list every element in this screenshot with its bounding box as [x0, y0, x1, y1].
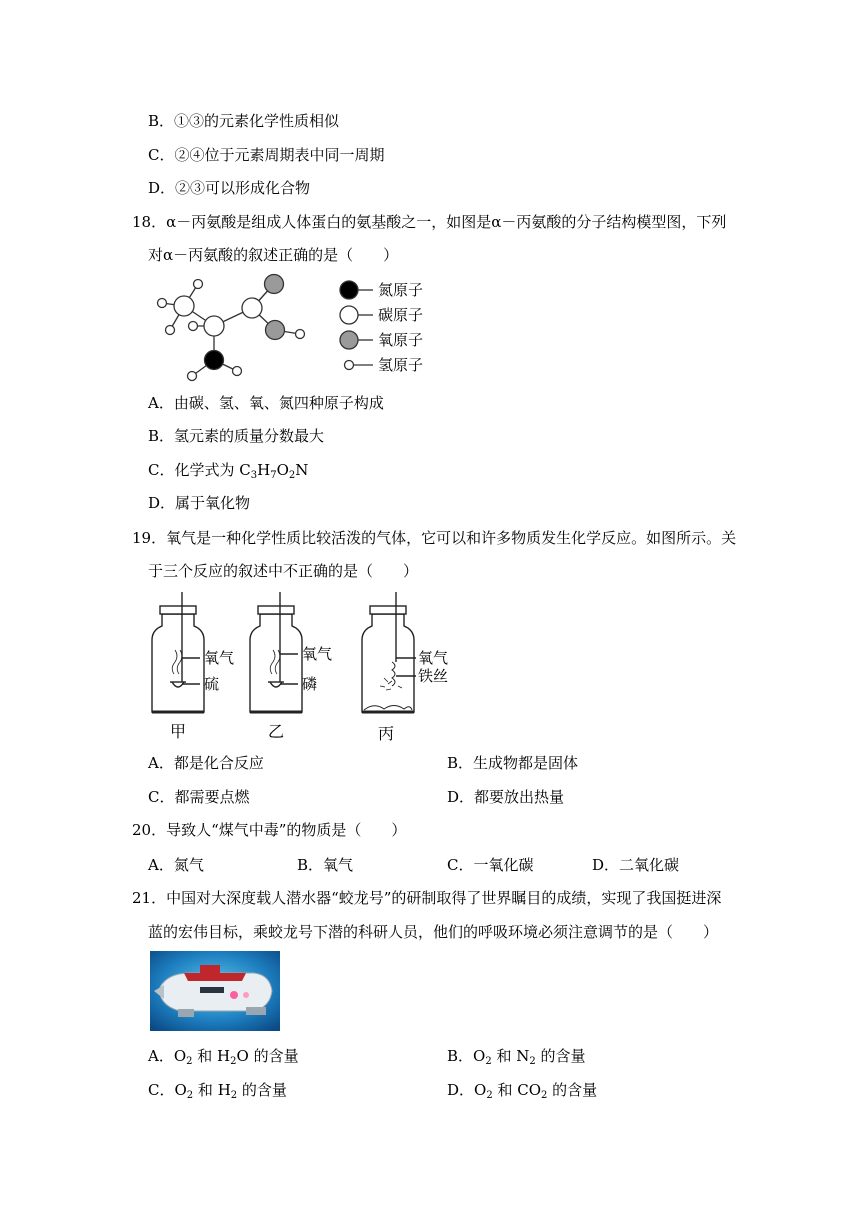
jar2-substance-label: 磷	[302, 675, 318, 693]
q19-option-b: B．生成物都是固体	[447, 754, 579, 772]
q20-option-c: C．一氧化碳	[447, 856, 534, 874]
q17-option-c: C．②④位于元素周期表中同一周期	[148, 146, 385, 164]
q21-stem-line2: 蓝的宏伟目标，乘蛟龙号下潜的科研人员，他们的呼吸环境必须注意调节的是（ ）	[148, 923, 719, 941]
jar3-caption: 丙	[378, 724, 395, 743]
legend-oxygen: 氧原子	[378, 331, 424, 349]
q18-option-c: C．化学式为 $C_3H_7O_2N$	[148, 461, 309, 481]
jar1-gas-label: 氧气	[204, 649, 235, 667]
q19-stem-line1: 19．氧气是一种化学性质比较活泼的气体，它可以和许多物质发生化学反应。如图所示。关	[132, 529, 737, 547]
q19-option-c: C．都需要点燃	[148, 788, 250, 806]
legend-hydrogen: 氢原子	[378, 356, 424, 374]
jar3-gas-label: 氧气	[418, 649, 449, 667]
q20-option-a: A．氮气	[148, 856, 204, 874]
q21-option-d: D．$O_2$ 和 $CO_2$ 的含量	[447, 1081, 598, 1101]
jar1-substance-label: 硫	[204, 675, 220, 693]
q21-option-a: A．$O_2$ 和 $H_2O$ 的含量	[148, 1047, 299, 1067]
q18-stem-line2: 对α－丙氨酸的叙述正确的是（ ）	[148, 246, 399, 264]
q21-option-b: B．$O_2$ 和 $N_2$ 的含量	[447, 1047, 586, 1067]
jar3-substance-label: 铁丝	[418, 667, 449, 685]
jar2-gas-label: 氧气	[302, 645, 333, 663]
legend-nitrogen: 氮原子	[378, 281, 424, 299]
q18-stem-line1: 18．α－丙氨酸是组成人体蛋白的氨基酸之一，如图是α－丙氨酸的分子结构模型图，下列	[132, 213, 727, 231]
q19-option-a: A．都是化合反应	[148, 754, 264, 772]
q18-option-a: A．由碳、氢、氧、氮四种原子构成	[148, 394, 384, 412]
q19-stem-line2: 于三个反应的叙述中不正确的是（ ）	[148, 562, 419, 580]
jiaolong-submarine-image	[150, 951, 280, 1031]
q20-option-d: D．二氧化碳	[592, 856, 680, 874]
q20-option-b: B．氧气	[297, 856, 354, 874]
legend-carbon: 碳原子	[378, 306, 424, 324]
q19-option-d: D．都要放出热量	[447, 788, 565, 806]
q17-option-d: D．②③可以形成化合物	[148, 179, 311, 197]
q21-option-c: C．$O_2$ 和 $H_2$ 的含量	[148, 1081, 287, 1101]
q18-option-b: B．氢元素的质量分数最大	[148, 427, 325, 445]
jar1-caption: 甲	[170, 722, 187, 741]
q21-stem-line1: 21．中国对大深度载人潜水器“蛟龙号”的研制取得了世界瞩目的成绩，实现了我国挺进深	[132, 889, 722, 907]
jar2-caption: 乙	[268, 722, 285, 741]
q17-option-b: B．①③的元素化学性质相似	[148, 112, 340, 130]
q18-option-d: D．属于氧化物	[148, 494, 251, 512]
q20-stem: 20．导致人“煤气中毒”的物质是（ ）	[132, 821, 407, 839]
